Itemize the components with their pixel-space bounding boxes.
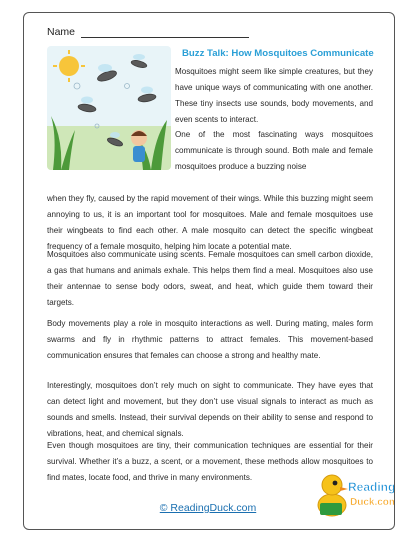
reading-duck-logo xyxy=(314,463,394,521)
name-label: Name xyxy=(47,26,76,38)
paragraph-conclusion: Even though mosquitoes are tiny, their communication techniques are essential for their survival. Whether it’s a buzz, a scent, or a movement, these methods allow mosquitoes to find mates, locate food, and thrive in many environments. xyxy=(47,441,373,482)
paragraph-scents: Mosquitoes also communicate using scents. Female mosquitoes can smell carbon dioxide, a gas that humans and animals exhale. This helps them find a meal. Mosquitoes also use their antennae to sense body odors, sweat, and heat, which guide them toward their targets. xyxy=(47,250,373,307)
logo-text-duck: Duck.com xyxy=(350,497,394,508)
logo-text-reading: Reading xyxy=(348,480,394,494)
paragraph-sight: Interestingly, mosquitoes don’t rely much on sight to communicate. They have eyes that can detect light and movement, but they don’t use visual signals to interact as much as sounds and smells. Instead, their survival depends on their ability to sense and respond to vibrations, heat, and chemical signals. xyxy=(47,381,373,438)
paragraph-movements: Body movements play a role in mosquito interactions as well. During mating, males form swarms and fly in rhythmic patterns to attract females. This movement-based communication ensures that females can choose a strong and healthy mate. xyxy=(47,319,373,360)
name-field xyxy=(47,26,249,38)
mosquito-illustration xyxy=(47,46,171,170)
footer-copyright-link[interactable]: © ReadingDuck.com xyxy=(159,502,257,514)
paragraph-intro: Mosquitoes might seem like simple creatures, but they have unique ways of communicating with one another. These tiny insects use sounds, body movements, and even scents to interact. xyxy=(175,67,373,124)
name-blank-line[interactable] xyxy=(81,28,249,38)
paragraph-sound-start: One of the most fascinating ways mosquitoes communicate is through sound. Both male and female mosquitoes produce a buzzing noise xyxy=(175,130,373,171)
paragraph-sound-continued: when they fly, caused by the rapid movement of their wings. While this buzzing might seem annoying to us, it is an important tool for mosquitoes. Male and female mosquitoes use their wingbeats to find each other. A male mosquito can detect the specific wingbeat frequency of a female mosquito, helping him locate a potential mate. xyxy=(47,194,373,251)
article-title: Buzz Talk: How Mosquitoes Communicate xyxy=(182,48,374,59)
